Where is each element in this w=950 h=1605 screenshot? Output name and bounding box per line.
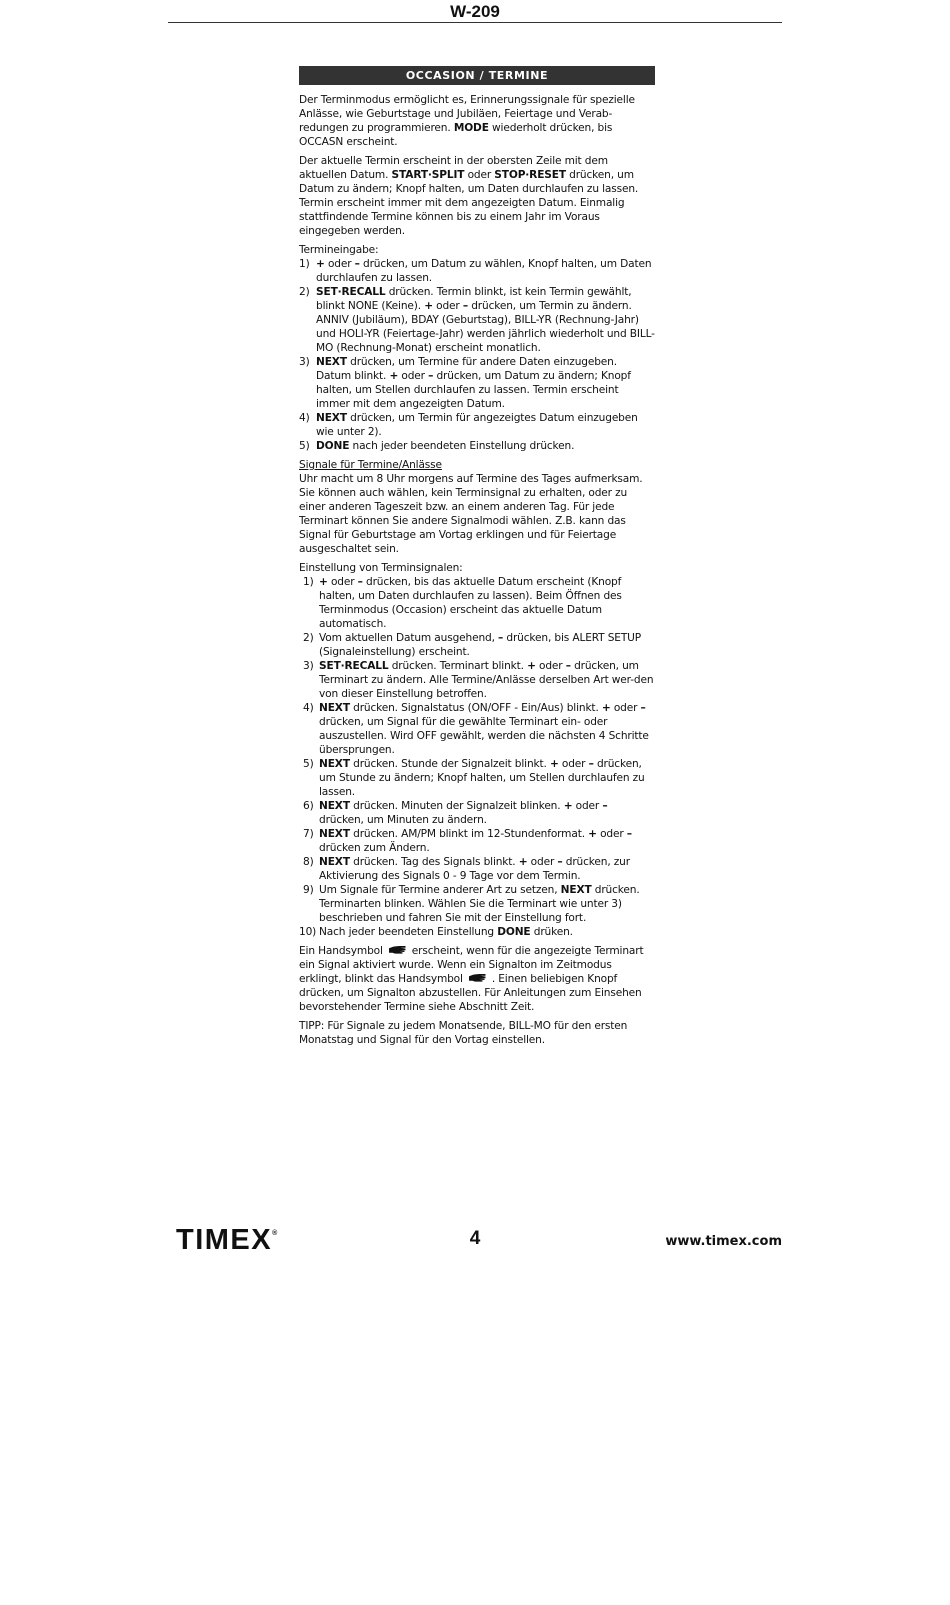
signals-paragraph: Uhr macht um 8 Uhr morgens auf Termine des Tages aufmerksam. Sie können auch wählen, kein Terminsignal zu erhalten, oder zu einer anderen Tageszeit bzw. an einem anderen Tag. Für jede Terminart können Sie andere Signalmodi wählen. Z.B. kann das Signal für Geburtstage am Vortag erklingen und für Feiertage ausgeschaltet sein. [299, 473, 643, 555]
list-item: 3) SET·RECALL drücken. Terminart blinkt. + oder – drücken, um Terminart zu ändern. Alle Termine/Anlässe derselben Art wer-den von dieser Einstellung betroffen. [303, 660, 654, 700]
list-item: 4) NEXT drücken. Signalstatus (ON/OFF - Ein/Aus) blinkt. + oder – drücken, um Signal für die gewählte Terminart ein- oder auszustellen. Wird OFF gewählt, werden die nächsten 4 Schritte übersprungen. [303, 702, 649, 756]
setup-steps [299, 575, 655, 939]
list-item: 6) NEXT drücken. Minuten der Signalzeit blinken. + oder – drücken, um Minuten zu ändern. [303, 800, 608, 826]
timex-logo: TIMEX® [176, 1224, 278, 1256]
model-code: W-209 [450, 2, 500, 21]
intro-paragraph: Der Terminmodus ermöglicht es, Erinnerungssignale für spezielle Anlässe, wie Geburtstage und Jubiläen, Feiertage und Verab-redungen zu programmieren. MODE wiederholt drücken, bis OCCASN erscheint. [299, 94, 635, 148]
section-title: OCCASION / TERMINE [299, 66, 655, 85]
hand-icon [469, 972, 486, 986]
content-column [299, 66, 655, 1052]
list-item: 8) NEXT drücken. Tag des Signals blinkt. + oder – drücken, zur Aktivierung des Signals 0 - 9 Tage vor dem Termin. [303, 856, 630, 882]
hand-icon [389, 944, 406, 958]
list-item: 3) NEXT drücken, um Termine für andere Daten einzugeben. Datum blinkt. + oder – drücken, um Datum zu ändern; Knopf halten, um Stellen durchlaufen zu lassen. Termin erscheint immer mit dem angezeigten Datum. [299, 356, 631, 410]
website-url: www.timex.com [665, 1234, 782, 1249]
signals-heading: Signale für Termine/Anlässe [299, 459, 442, 471]
header-rule [168, 22, 782, 23]
page-number: 4 [469, 1228, 481, 1249]
list-item: 1) + oder – drücken, um Datum zu wählen, Knopf halten, um Daten durchlaufen zu lassen. [299, 258, 652, 284]
list-item: 4) NEXT drücken, um Termin für angezeigtes Datum einzugeben wie unter 2). [299, 412, 638, 438]
entry-steps [299, 257, 655, 453]
entry-heading: Termineingabe: [299, 244, 379, 256]
page-footer [0, 1222, 950, 1262]
list-item: 1) + oder – drücken, bis das aktuelle Datum erscheint (Knopf halten, um Daten durchlaufen zu lassen). Beim Öffnen des Terminmodus (Occasion) erscheint das aktuelle Datum automatisch. [303, 576, 622, 630]
list-item: 10) Nach jeder beendeten Einstellung DONE drüken. [299, 926, 573, 938]
list-item: 2) Vom aktuellen Datum ausgehend, – drücken, bis ALERT SETUP (Signaleinstellung) erscheint. [303, 632, 642, 658]
list-item: 9) Um Signale für Termine anderer Art zu setzen, NEXT drücken. Terminarten blinken. Wählen Sie die Terminart wie unter 3) beschrieben und fahren Sie mit der Einstellung fort. [303, 884, 640, 924]
list-item: 5) DONE nach jeder beendeten Einstellung drücken. [299, 440, 575, 452]
list-item: 5) NEXT drücken. Stunde der Signalzeit blinkt. + oder – drücken, um Stunde zu ändern; Knopf halten, um Stellen durchlaufen zu lassen. [303, 758, 645, 798]
list-item: 2) SET·RECALL drücken. Termin blinkt, ist kein Termin gewählt, blinkt NONE (Keine). + oder – drücken, um Termin zu ändern. ANNIV (Jubiläum), BDAY (Geburtstag), BILL-YR (Rechnung-Jahr) und HOLI-YR (Feiertage-Jahr) werden jährlich wiederholt und BILL-MO (Rechnung-Monat) erscheint monatlich. [299, 286, 655, 354]
tip-paragraph: TIPP: Für Signale zu jedem Monatsende, BILL-MO für den ersten Monatstag und Signal für den Vortag einstellen. [299, 1020, 628, 1046]
hand-symbol-paragraph: Ein Handsymbol erscheint, wenn für die angezeigte Terminart ein Signal aktiviert wurde. Wenn ein Signalton im Zeitmodus erklingt, blinkt das Handsymbol . Einen beliebigen Knopf drücken, um Signalton abzustellen. Für Anleitungen zum Einsehen bevorstehender Termine siehe Abschnitt Zeit. [299, 945, 644, 1013]
list-item: 7) NEXT drücken. AM/PM blinkt im 12-Stundenformat. + oder – drücken zum Ändern. [303, 828, 632, 854]
current-occasion-paragraph: Der aktuelle Termin erscheint in der obersten Zeile mit dem aktuellen Datum. START·SPLIT oder STOP·RESET drücken, um Datum zu ändern; Knopf halten, um Daten durchlaufen zu lassen. Termin erscheint immer mit dem angezeigten Datum. Einmalig stattfindende Termine können bis zu einem Jahr im Voraus eingegeben werden. [299, 155, 639, 237]
setup-heading: Einstellung von Terminsignalen: [299, 562, 463, 574]
